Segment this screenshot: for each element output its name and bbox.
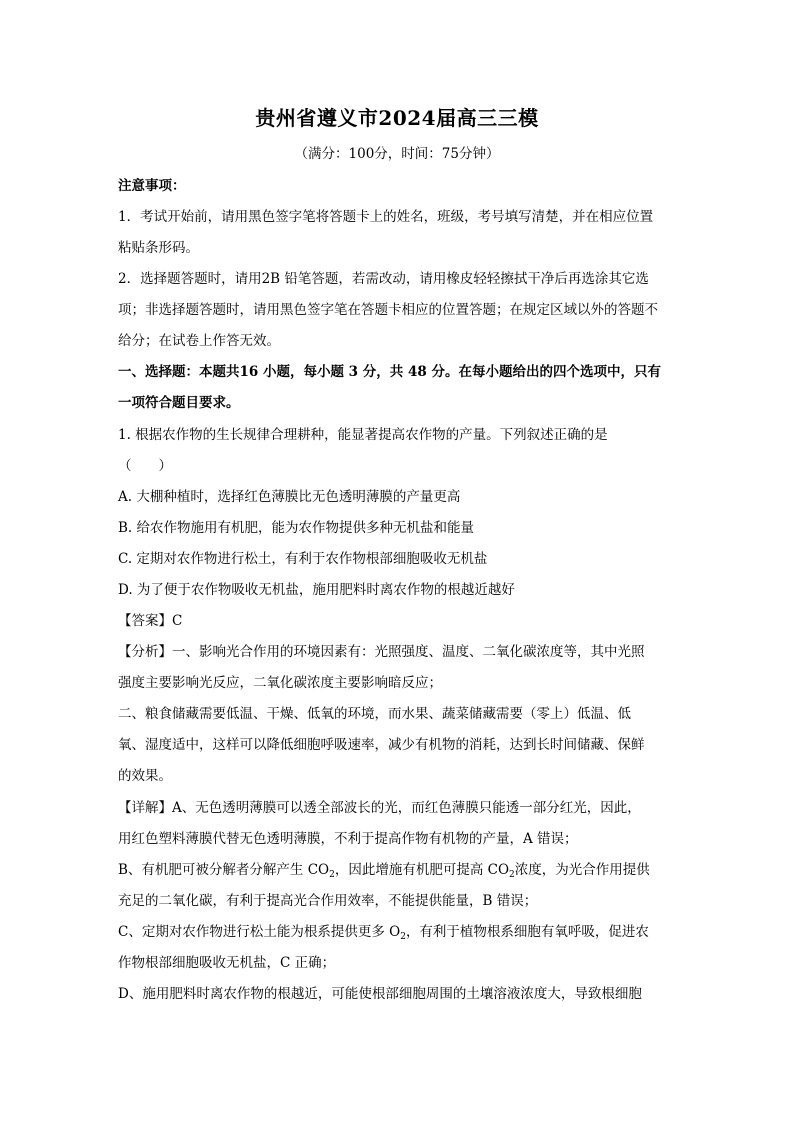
detail-b-text-3: 浓度，为光合作用提供: [514, 862, 650, 878]
co2-subscript: 2: [509, 870, 515, 880]
detail-c-line-2: 作物根部细胞吸收无机盐，C 正确；: [118, 955, 336, 971]
notice-heading: 注意事项：: [118, 178, 186, 194]
detail-a-line-1: 【详解】A、无色透明薄膜可以透全部波长的光，而红色薄膜只能透一部分红光，因此，: [118, 800, 641, 816]
option-c: C. 定期对农作物进行松土，有利于农作物根部细胞吸收无机盐: [118, 551, 488, 567]
detail-d-line-1: D、施用肥料时离农作物的根越近，可能使根部细胞周围的土壤溶液浓度大，导致根细胞: [118, 986, 642, 1002]
analysis-line-1: 【分析】一、影响光合作用的环境因素有：光照强度、温度、二氧化碳浓度等，其中光照: [118, 644, 645, 660]
detail-b-line-2: 充足的二氧化碳，有利于提高光合作用效率，不能提供能量，B 错误；: [118, 893, 538, 909]
option-a: A. 大棚种植时，选择红色薄膜比无色透明薄膜的产量更高: [118, 489, 461, 505]
section-heading-line-2: 一项符合题目要求。: [118, 395, 240, 411]
question-stem-line-1: 1. 根据农作物的生长规律合理耕种，能显著提高农作物的产量。下列叙述正确的是: [118, 427, 608, 443]
detail-a-line-2: 用红色塑料薄膜代替无色透明薄膜，不利于提高作物有机物的产量，A 错误；: [118, 831, 578, 847]
page-title: 贵州省遵义市2024届高三三模: [255, 106, 539, 130]
notice-item-2-line-2: 项；非选择题答题时，请用黑色签字笔在答题卡相应的位置答题；在规定区域以外的答题不: [118, 302, 658, 318]
detail-c-text-2: ，有利于植物根系细胞有氧呼吸，促进农: [405, 924, 649, 940]
detail-c-text-1: C、定期对农作物进行松土能为根系提供更多 O: [118, 924, 401, 940]
option-d: D. 为了便于农作物吸收无机盐，施用肥料时离农作物的根越近越好: [118, 582, 515, 598]
question-stem-line-2: （ ）: [118, 458, 172, 474]
detail-b-text-2: ，因此增施有机肥可提高 CO: [334, 862, 510, 878]
exam-info: （满分：100分，时间：75分钟）: [294, 146, 500, 162]
analysis-line-2: 强度主要影响光反应，二氧化碳浓度主要影响暗反应；: [118, 675, 442, 691]
analysis-line-5: 的效果。: [118, 768, 172, 784]
analysis-line-3: 二、粮食储藏需要低温、干燥、低氧的环境，而水果、蔬菜储藏需要（零上）低温、低: [118, 706, 631, 722]
notice-item-2-line-1: 2．选择题答题时，请用2B 铅笔答题，若需改动，请用橡皮轻轻擦拭干净后再选涂其它选: [118, 271, 649, 287]
option-b: B. 给农作物施用有机肥，能为农作物提供多种无机盐和能量: [118, 520, 475, 536]
notice-item-1-line-2: 粘贴条形码。: [118, 240, 199, 256]
notice-item-1-line-1: 1．考试开始前，请用黑色签字笔将答题卡上的姓名，班级，考号填写清楚，并在相应位置: [118, 209, 654, 225]
co2-subscript: 2: [329, 870, 335, 880]
detail-b-text-1: B、有机肥可被分解者分解产生 CO: [118, 862, 330, 878]
detail-c-line-1: [118, 922, 678, 942]
answer-line: 【答案】C: [118, 613, 183, 629]
o2-subscript: 2: [400, 932, 406, 942]
notice-item-2-line-3: 给分；在试卷上作答无效。: [118, 333, 280, 349]
section-heading-line-1: 一、选择题：本题共16 小题，每小题 3 分，共 48 分。在每小题给出的四个选项中，只有: [118, 364, 661, 380]
detail-b-line-1: [118, 860, 678, 880]
analysis-line-4: 氧、湿度适中，这样可以降低细胞呼吸速率，减少有机物的消耗，达到长时间储藏、保鲜: [118, 737, 645, 753]
